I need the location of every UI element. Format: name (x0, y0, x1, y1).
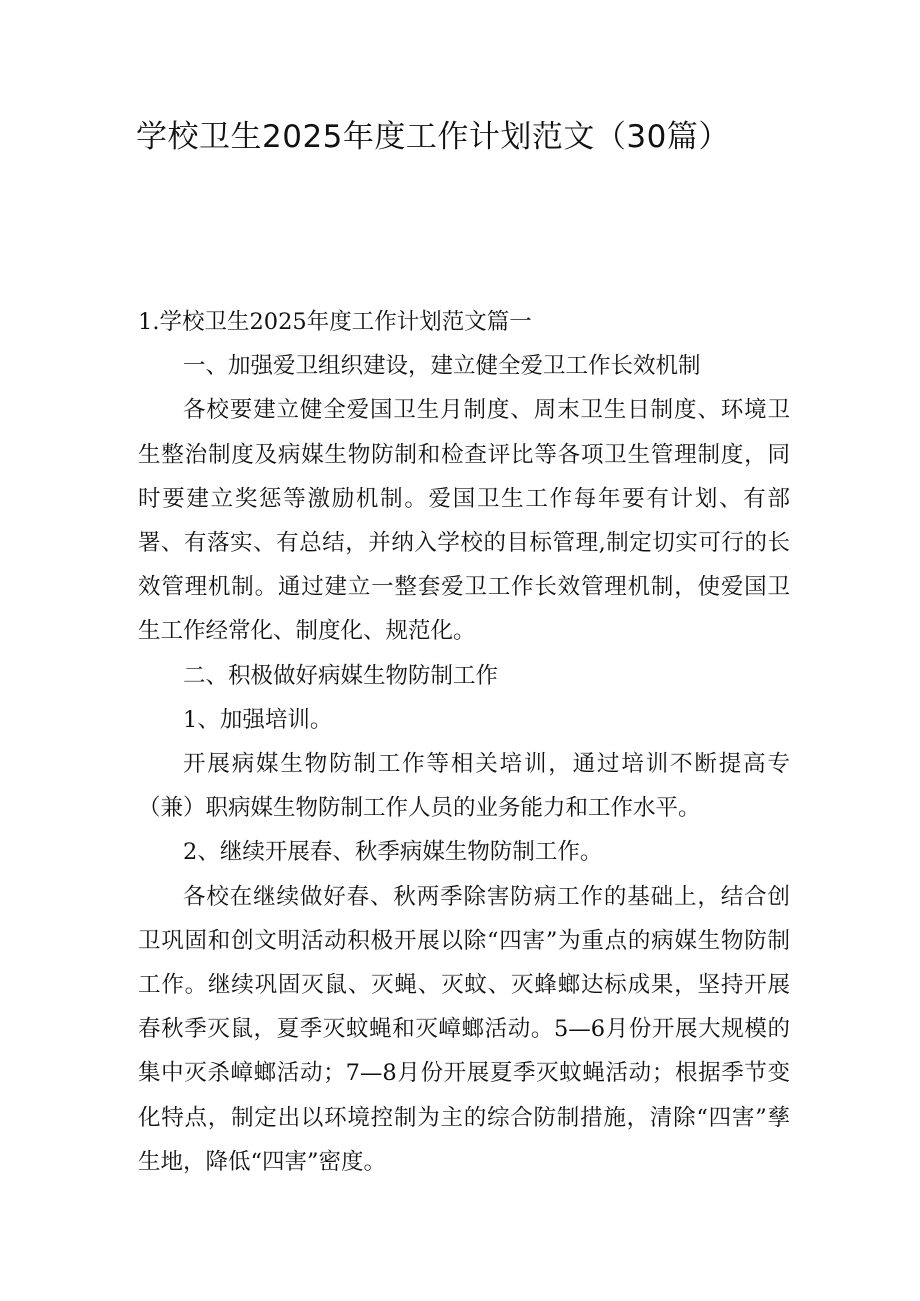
document-title: 学校卫生2025年度工作计划范文（30篇） (136, 119, 730, 155)
subheading-1: 一、加强爱卫组织建设，建立健全爱卫工作长效机制 (183, 353, 701, 380)
subheading-2: 二、积极做好病媒生物防制工作 (183, 662, 499, 689)
document-body (138, 300, 790, 1184)
section-heading: 1.学校卫生2025年度工作计划范文篇一 (138, 309, 532, 335)
paragraph-3: 各校在继续做好春、秋两季除害防病工作的基础上，结合创卫巩固和创文明活动积极开展以除“四害”为重点的病媒生物防制工作。继续巩固灭鼠、灭蝇、灭蚊、灭蜂螂达标成果，坚持开展春秋季灭鼠，夏季灭蚊蝇和灭嶂螂活动。5—6月份开展大规模的集中灭杀嶂螂活动；7—8月份开展夏季灭蚊蝇活动；根据季节变化特点，制定出以环境控制为主的综合防制措施，清除“四害”孳生地，降低“四害”密度。 (138, 883, 790, 1175)
item-2-heading: 2、继续开展春、秋季病媒生物防制工作。 (183, 839, 603, 866)
item-1-heading: 1、加强培训。 (183, 706, 333, 733)
paragraph-1: 各校要建立健全爱国卫生月制度、周末卫生日制度、环境卫生整治制度及病媒生物防制和检查评比等各项卫生管理制度，同时要建立奖惩等激励机制。爱国卫生工作每年要有计划、有部署、有落实、有总结，并纳入学校的目标管理,制定切实可行的长效管理机制。通过建立一整套爱卫工作长效管理机制，使爱国卫生工作经常化、制度化、规范化。 (138, 397, 790, 645)
paragraph-2: 开展病媒生物防制工作等相关培训，通过培训不断提高专（兼）职病媒生物防制工作人员的业务能力和工作水平。 (138, 751, 790, 822)
